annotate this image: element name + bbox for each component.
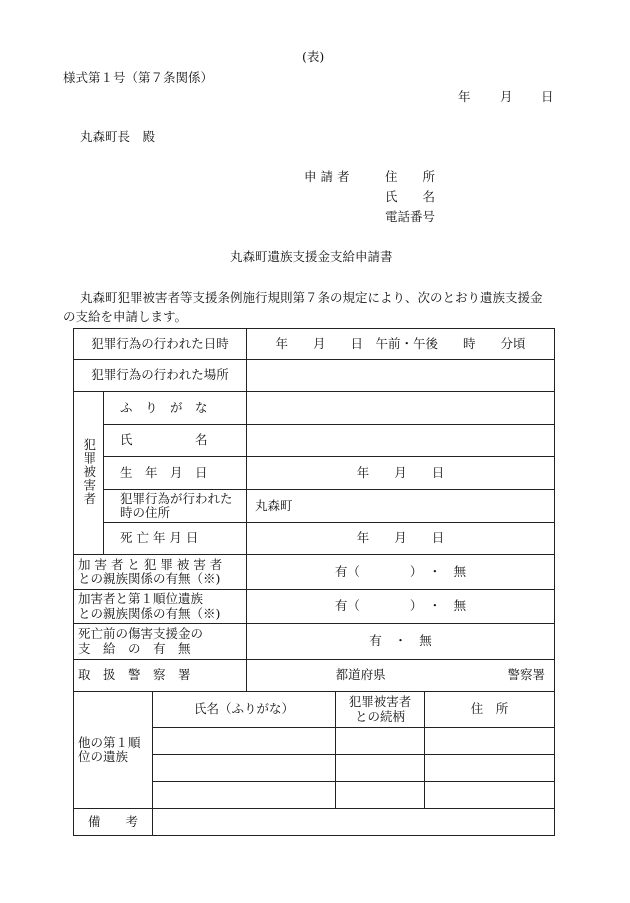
birth-value[interactable]: 年 月 日 [247, 457, 555, 490]
victim-group-label: 犯罪被害者 [81, 437, 97, 506]
relation-offender-victim-line2: との親族関係の有無（※) [78, 571, 221, 586]
family-name-cell[interactable] [153, 782, 336, 809]
family-address-cell[interactable] [425, 782, 555, 809]
date-day-label: 日 [541, 89, 554, 104]
crime-datetime-label: 犯罪行為の行われた日時 [74, 329, 247, 360]
address-at-crime-value[interactable]: 丸森町 [247, 490, 555, 523]
family-relation-cell[interactable] [336, 782, 425, 809]
applicant-name-label: 氏 名 [385, 189, 436, 204]
intro-line-1: 丸森町犯罪被害者等支援条例施行規則第７条の規定により、次のとおり遺族支援金 [80, 290, 543, 305]
table-row [74, 624, 555, 660]
crime-datetime-value[interactable]: 年 月 日 午前・午後 時 分頃 [247, 329, 555, 360]
col-relation-header [336, 692, 425, 728]
header-label: (表) [302, 49, 325, 64]
table-row [74, 392, 555, 425]
pre-death-support-value[interactable]: 有 ・ 無 [247, 624, 555, 660]
family-address-cell[interactable] [425, 728, 555, 755]
police-value[interactable] [247, 660, 555, 692]
crime-place-value[interactable] [247, 360, 555, 392]
other-family-label-line1: 他の第１順 [78, 734, 141, 750]
table-row [74, 590, 555, 624]
name-value[interactable] [247, 425, 555, 457]
other-family-label-line2: 位の遺族 [78, 749, 129, 764]
col-relation-line1: 犯罪被害者 [348, 694, 412, 710]
relation-offender-family-label [74, 590, 247, 624]
col-address-header: 住 所 [425, 692, 555, 728]
pre-death-support-label [74, 624, 247, 660]
intro-line-2: の支給を申請します。 [63, 309, 188, 324]
pre-death-support-line1: 死亡前の傷害支援金の [78, 626, 204, 642]
table-row [74, 490, 555, 523]
death-value[interactable]: 年 月 日 [247, 523, 555, 555]
table-row [74, 425, 555, 457]
table-row [74, 523, 555, 555]
form-number: 様式第１号（第７条関係） [63, 70, 214, 85]
other-family-label [74, 692, 153, 809]
family-name-cell[interactable] [153, 755, 336, 782]
applicant-label: 申 請 者 [304, 169, 350, 184]
victim-group-cell [74, 392, 104, 555]
relation-offender-victim-line1: 加 害 者 と 犯 罪 被 害 者 [78, 556, 223, 572]
relation-offender-victim-value[interactable]: 有（ ） ・ 無 [247, 555, 555, 590]
table-row [74, 809, 555, 836]
family-relation-cell[interactable] [336, 755, 425, 782]
address-at-crime-label: 犯罪行為が行われた時の住所 [104, 490, 247, 523]
table-row [74, 660, 555, 692]
pre-death-support-line2: 支 給 の 有 無 [78, 640, 191, 656]
form-title: 丸森町遺族支援金支給申請書 [230, 249, 393, 264]
police-prefecture: 都道府県 [335, 667, 386, 683]
table-row [74, 360, 555, 392]
col-relation-line2: との続柄 [355, 708, 406, 724]
family-name-cell[interactable] [153, 728, 336, 755]
addressee: 丸森町長 殿 [80, 129, 156, 144]
application-table [73, 328, 555, 836]
police-station: 警察署 [507, 667, 546, 683]
relation-offender-family-value[interactable]: 有（ ） ・ 無 [247, 590, 555, 624]
remarks-label: 備 考 [74, 809, 153, 836]
remarks-value[interactable] [153, 809, 555, 836]
crime-place-label: 犯罪行為の行われた場所 [74, 360, 247, 392]
date-month-label: 月 [500, 89, 513, 104]
furigana-label: ふ り が な [104, 392, 247, 425]
applicant-address-label: 住 所 [385, 169, 436, 184]
col-name-header: 氏名（ふりがな） [153, 692, 336, 728]
relation-offender-family-line1: 加害者と第１順位遺族 [78, 591, 204, 607]
birth-label: 生 年 月 日 [104, 457, 247, 490]
name-label: 氏 名 [104, 425, 247, 457]
applicant-phone-label: 電話番号 [385, 209, 436, 224]
table-row [74, 329, 555, 360]
family-address-cell[interactable] [425, 755, 555, 782]
death-label: 死 亡 年 月 日 [104, 523, 247, 555]
family-relation-cell[interactable] [336, 728, 425, 755]
relation-offender-victim-label [74, 555, 247, 590]
table-row [74, 555, 555, 590]
table-row [74, 692, 555, 728]
police-label: 取 扱 警 察 署 [74, 660, 247, 692]
table-row [74, 457, 555, 490]
relation-offender-family-line2: との親族関係の有無（※) [78, 605, 221, 621]
date-year-label: 年 [458, 89, 471, 104]
furigana-value[interactable] [247, 392, 555, 425]
